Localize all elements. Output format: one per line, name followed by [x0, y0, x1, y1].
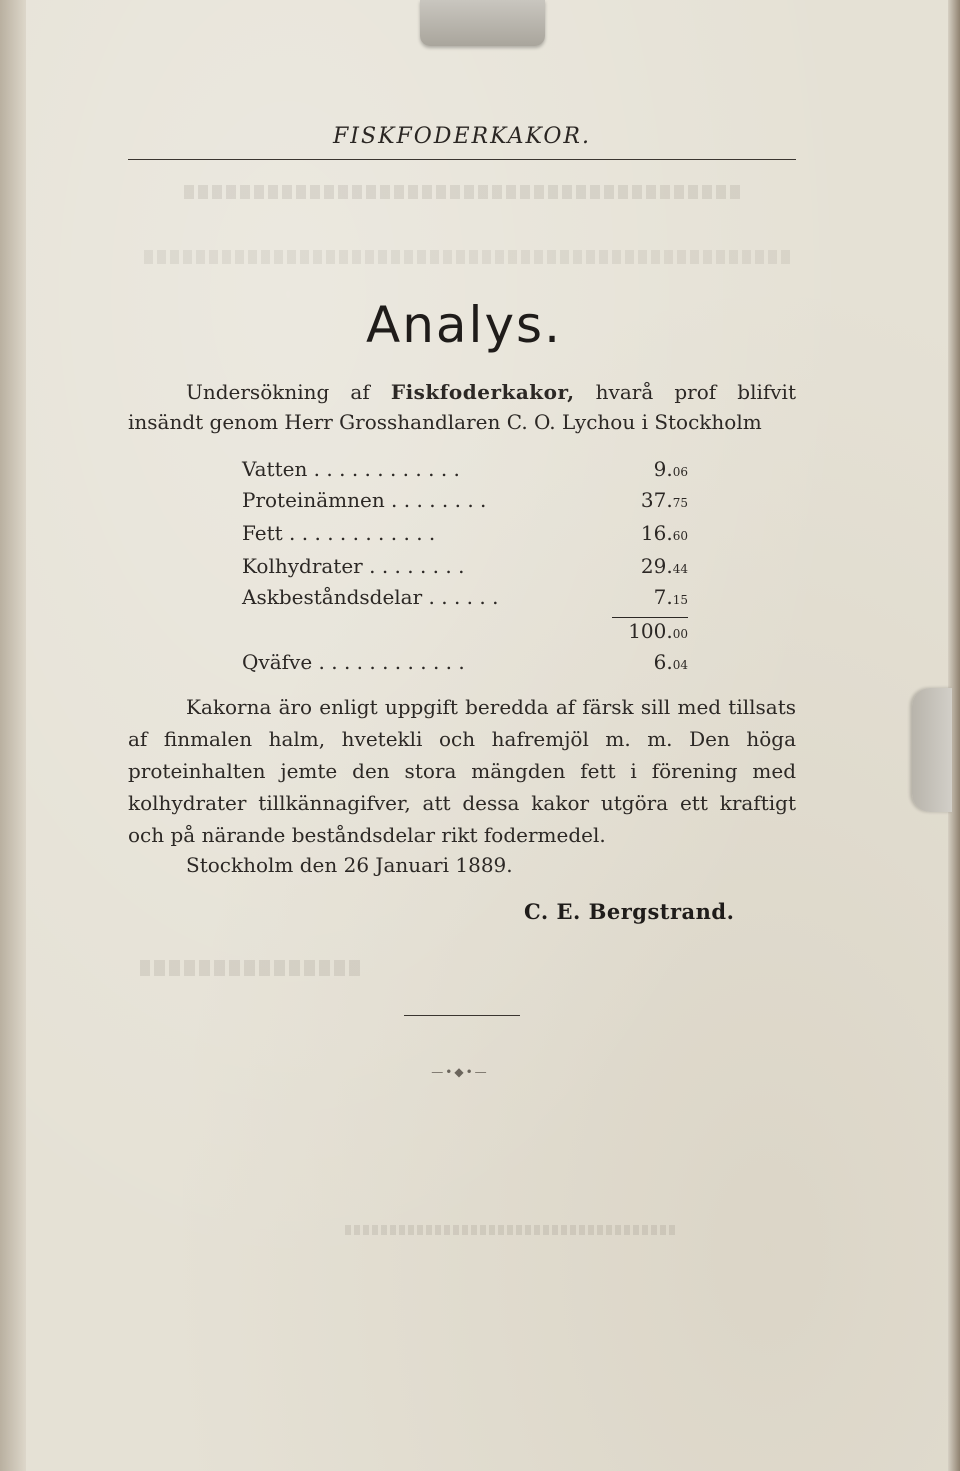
analysis-label: Vatten . . . . . . . . . . . . — [242, 457, 460, 481]
sum-rule — [612, 617, 688, 618]
analysis-row-fat — [242, 521, 688, 551]
bleed-through-4 — [345, 1225, 675, 1235]
conclusion-paragraph: Kakorna äro enligt uppgift beredda af färsk sill med tillsats af finmalen halm, hvetekli och hafremjöl m. m. Den höga proteinhalten jemte den stora mängden fett i förening med kolhydrater tillkännagifver, att dessa kakor utgöra ett kraftigt och på närande beståndsdelar rikt fodermedel. — [128, 695, 796, 847]
bleed-through-2 — [140, 250, 790, 264]
page-title: Analys. — [366, 296, 562, 354]
analysis-value: 9.06 — [653, 457, 688, 481]
bleed-through-1 — [180, 185, 740, 199]
header-rule — [128, 159, 796, 160]
analysis-row-ash — [242, 585, 688, 615]
intro-paragraph — [128, 377, 796, 437]
intro-before: Undersökning af — [186, 380, 391, 404]
bleed-through-3 — [140, 960, 360, 976]
running-header: FISKFODERKAKOR. — [333, 124, 591, 149]
paper-clip-top — [420, 0, 545, 46]
binding-edge — [0, 0, 26, 1471]
analysis-label: Kolhydrater . . . . . . . . — [242, 554, 465, 578]
closing-rule — [404, 1015, 520, 1016]
analysis-total — [242, 619, 688, 649]
analysis-value: 29.44 — [640, 554, 688, 578]
analysis-value: 6.04 — [653, 650, 688, 674]
intro-after: hvarå prof blifvit insändt genom Herr Grosshandlaren C. O. Lychou i Stockholm — [128, 380, 796, 434]
ornament: —•◆•— — [431, 1065, 489, 1079]
analysis-label: Proteinämnen . . . . . . . . — [242, 488, 487, 512]
paper-clip-side — [912, 688, 952, 812]
total-value: 100.00 — [628, 619, 688, 643]
product-name: Fiskfoderkakor, — [390, 380, 575, 404]
analysis-row-water — [242, 457, 688, 487]
analysis-label: Fett . . . . . . . . . . . . — [242, 521, 436, 545]
analysis-label: Askbeståndsdelar . . . . . . — [242, 585, 499, 609]
analysis-value: 16.60 — [640, 521, 688, 545]
analysis-row-protein — [242, 488, 688, 518]
analysis-row-carbohydrates — [242, 554, 688, 584]
analysis-row-nitrogen — [242, 650, 688, 680]
analysis-value: 37.75 — [640, 488, 688, 512]
analysis-label: Qväfve . . . . . . . . . . . . — [242, 650, 465, 674]
dateline: Stockholm den 26 Januari 1889. — [186, 853, 513, 877]
signature: C. E. Bergstrand. — [524, 899, 735, 924]
analysis-value: 7.15 — [653, 585, 688, 609]
